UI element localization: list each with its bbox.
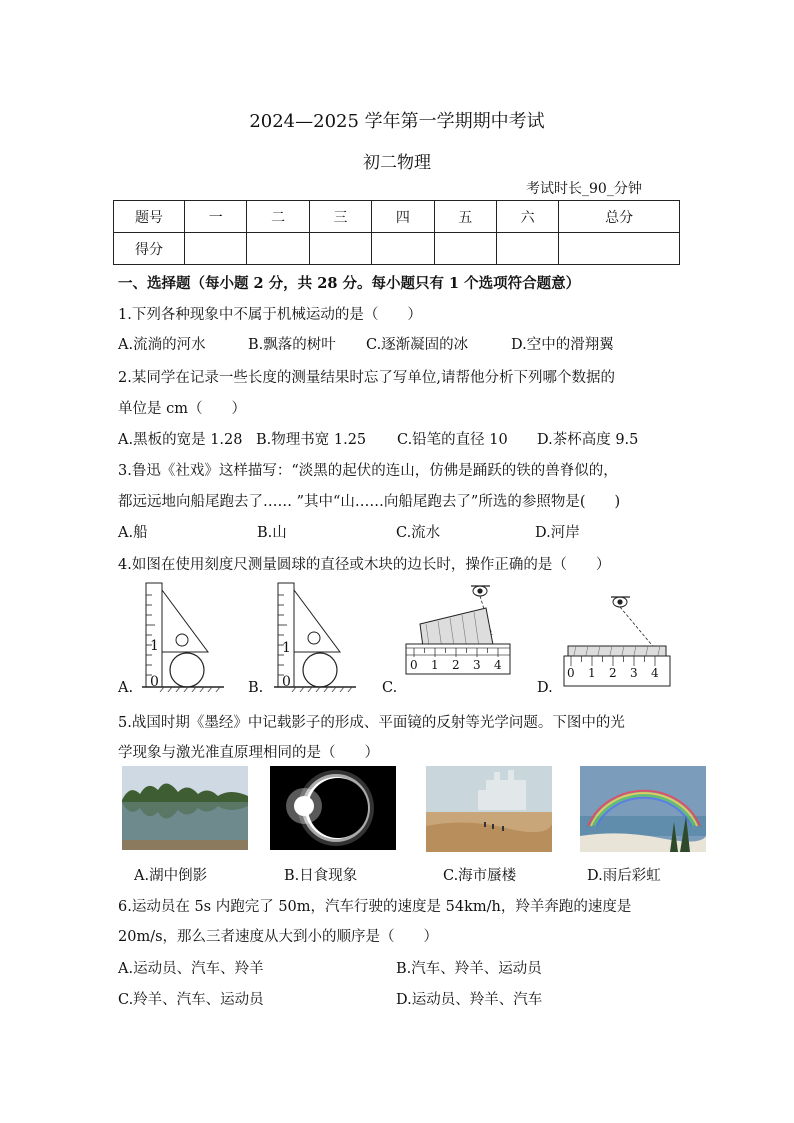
score-cell: 四 [372,201,434,233]
ruler-tick: 1 [588,666,596,680]
rainbow-image [580,766,706,852]
q4-figure-a-tick: 0 [150,674,159,690]
q2-option-b[interactable]: B.物理书宽 1.25 [256,432,367,448]
q3-option-d[interactable]: D.河岸 [535,525,580,541]
q3-option-a[interactable]: A.船 [118,525,148,541]
q1-option-c[interactable]: C.逐渐凝固的冰 [366,337,469,353]
score-input-cell[interactable] [372,233,434,265]
ruler-tick: 3 [630,666,638,680]
score-input-cell[interactable] [247,233,309,265]
score-cell: 五 [434,201,496,233]
q2-option-c[interactable]: C.铅笔的直径 10 [397,432,508,448]
question-1-stem: 1.下列各种现象中不属于机械运动的是（ ） [118,307,422,323]
mirage-image [426,766,552,852]
question-3-stem-line1: 3.鲁迅《社戏》这样描写：“淡黑的起伏的连山，仿佛是踊跃的铁的兽脊似的， [118,463,618,479]
score-cell: 六 [496,201,558,233]
q4-figure-b-tick: 1 [282,640,291,656]
score-cell: 一 [185,201,247,233]
exam-subject: 初二物理 [363,153,431,173]
question-5-stem-line2: 学现象与激光准直原理相同的是（ ） [118,745,379,761]
score-input-cell[interactable] [185,233,247,265]
score-table-header-row [114,201,680,233]
q4-option-b[interactable]: B. [248,680,264,696]
question-3-stem-line2: 都远远地向船尾跑去了…… ”其中“山……向船尾跑去了”所选的参照物是( ) [118,494,621,510]
solar-eclipse-image [270,766,396,850]
q4-figure-a-tick: 1 [150,638,159,654]
ruler-tick: 1 [431,658,439,672]
ruler-tick: 4 [651,666,659,680]
q6-option-b[interactable]: B.汽车、羚羊、运动员 [396,961,542,977]
q3-option-b[interactable]: B.山 [257,525,287,541]
score-input-cell[interactable] [309,233,371,265]
score-input-cell[interactable] [559,233,680,265]
q4-option-d[interactable]: D. [537,680,553,696]
score-table-score-row [114,233,680,265]
q6-option-c[interactable]: C.羚羊、汽车、运动员 [118,992,264,1008]
q5-option-c[interactable]: C.海市蜃楼 [443,868,517,884]
ruler-tick: 2 [609,666,617,680]
score-input-cell[interactable] [434,233,496,265]
q5-option-d[interactable]: D.雨后彩虹 [587,868,661,884]
q6-option-d[interactable]: D.运动员、羚羊、汽车 [396,992,543,1008]
q2-option-d[interactable]: D.茶杯高度 9.5 [537,432,639,448]
q4-figure-d [558,590,678,690]
q1-option-b[interactable]: B.飘落的树叶 [248,337,336,353]
q4-figure-c [400,580,520,692]
score-cell: 总分 [559,201,680,233]
score-cell: 二 [247,201,309,233]
q5-option-a[interactable]: A.湖中倒影 [134,868,208,884]
q4-figure-b-tick: 0 [282,674,291,690]
lake-reflection-image [122,766,248,850]
q6-option-a[interactable]: A.运动员、汽车、羚羊 [118,961,264,977]
q2-option-a[interactable]: A.黑板的宽是 1.28 [118,432,243,448]
ruler-tick: 4 [494,658,502,672]
q5-option-b[interactable]: B.日食现象 [284,868,358,884]
score-cell: 三 [309,201,371,233]
exam-title: 2024—2025 学年第一学期期中考试 [249,111,545,132]
question-6-stem-line2: 20m/s，那么三者速度从大到小的顺序是（ ） [118,929,439,945]
question-2-stem-line2: 单位是 cm（ ） [118,401,246,417]
score-table [113,200,680,265]
ruler-tick: 2 [452,658,460,672]
q1-option-d[interactable]: D.空中的滑翔翼 [511,337,614,353]
q4-option-a[interactable]: A. [118,680,134,696]
score-input-cell[interactable] [496,233,558,265]
section-heading: 一、选择题（每小题 2 分，共 28 分。每小题只有 1 个选项符合题意） [118,275,581,292]
score-cell: 题号 [114,201,185,233]
question-4-stem: 4.如图在使用刻度尺测量圆球的直径或木块的边长时，操作正确的是（ ） [118,557,611,573]
ruler-tick: 0 [410,658,418,672]
question-2-stem-line1: 2.某同学在记录一些长度的测量结果时忘了写单位,请帮他分析下列哪个数据的 [118,370,615,386]
question-6-stem-line1: 6.运动员在 5s 内跑完了 50m，汽车行驶的速度是 54km/h，羚羊奔跑的速度是 [118,899,632,915]
q4-option-c[interactable]: C. [382,680,398,696]
q3-option-c[interactable]: C.流水 [396,525,441,541]
question-5-stem-line1: 5.战国时期《墨经》中记载影子的形成、平面镜的反射等光学问题。下图中的光 [118,715,625,731]
ruler-tick: 3 [473,658,481,672]
score-cell: 得分 [114,233,185,265]
exam-duration: 考试时长_90_分钟 [526,181,642,197]
ruler-tick: 0 [567,666,575,680]
q1-option-a[interactable]: A.流淌的河水 [118,337,206,353]
